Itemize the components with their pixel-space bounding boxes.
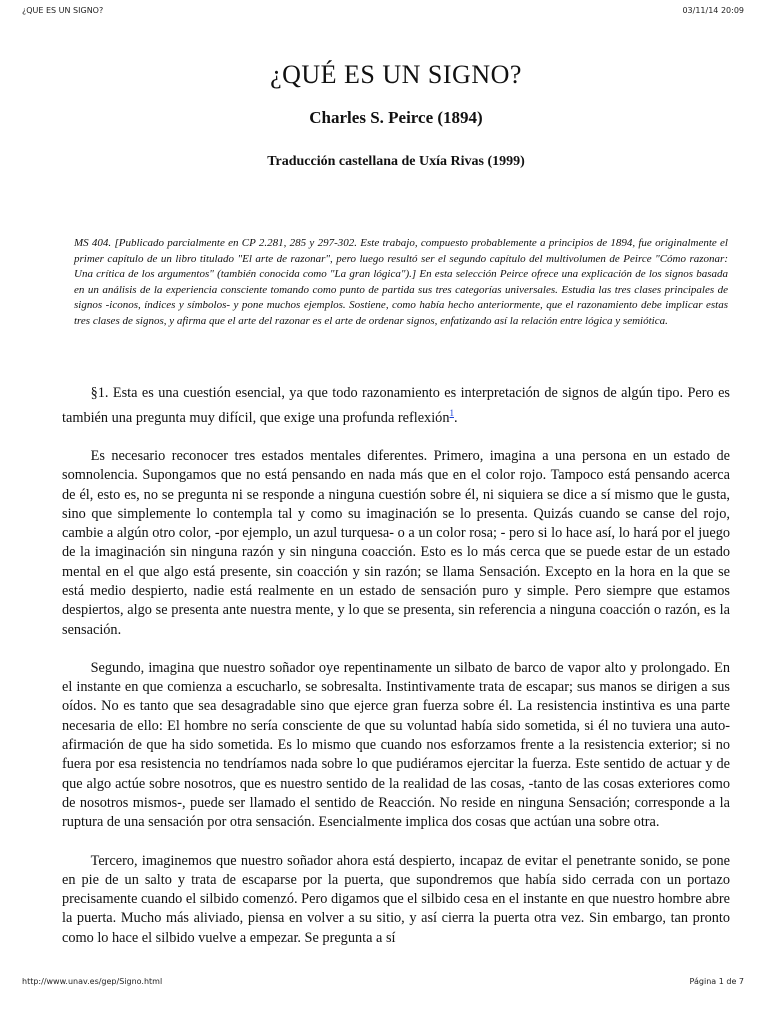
footnote-1-link[interactable]: 1 [449,407,454,418]
paragraph-1-end: . [453,409,458,426]
document-page [62,50,730,967]
paragraph-2: Es necesario reconocer tres estados mentales diferentes. Primero, imagina a una persona en un estado de somnolencia. Supongamos que no está pensando en nada más que en el color rojo. Tampoco está pensando acerca de él, esto es, no se pregunta ni se responde a ninguna cuestión sobre él, ni siquiera se dice a sí mismo que le gusta, sino que simplemente lo contempla tal y como su imaginación se lo presenta. Quizás cuando se canse del rojo, cambie a algún otro color, -por ejemplo, un azul turquesa- o a un color rosa; - pero si lo hace así, lo hará por el juego de la imaginación sin ninguna razón y sin ninguna coacción. Esto es lo más cerca que se puede estar de un estado mental en el que algo está presente, sin coacción y sin razón; se llama Sensación. Excepto en la hora en la que se está medio despierto, nadie está realmente en un estado de sensación puro y simple. Pero siempre que estamos despiertos, algo se presenta ante nuestra mente, y lo que se presenta, sin referencia a ninguna coacción o razón, es la sensación. [62,447,730,638]
print-footer-url: http://www.unav.es/gep/Signo.html [22,977,163,986]
print-header-title: ¿QUE ES UN SIGNO? [22,6,104,15]
paragraph-1-text: §1. Esta es una cuestión esencial, ya que todo razonamiento es interpretación de signos de algún tipo. Pero es también una pregunta muy difícil, que exige una profunda reflexión [62,384,730,426]
document-title: ¿QUÉ ES UN SIGNO? [270,60,522,89]
body-text [62,384,730,948]
print-footer-page-number: Página 1 de 7 [689,977,744,986]
paragraph-1 [62,384,730,428]
document-author: Charles S. Peirce (1894) [309,108,483,127]
print-header-datetime: 03/11/14 20:09 [682,6,744,15]
print-footer [22,977,744,986]
print-header [22,6,744,15]
paragraph-4: Tercero, imaginemos que nuestro soñador ahora está despierto, incapaz de evitar el penetrante sonido, se pone en pie de un salto y trata de escaparse por la puerta, que supondremos que había sido cerrada con un portazo precisamente cuando el silbido comenzó. Pero digamos que el silbido cesa en el instante en que nuestro hombre abre la puerta. Mucho más aliviado, piensa en volver a su sitio, y así cierra la puerta otra vez. Sin embargo, tan pronto como lo hace el silbido vuelve a empezar. Se pregunta a sí [62,852,730,946]
abstract-paragraph: MS 404. [Publicado parcialmente en CP 2.281, 285 y 297-302. Este trabajo, compuesto probablemente a principios de 1894, fue originalmente el primer capítulo de un libro titulado "El arte de razonar", pero luego resultó ser el segundo capítulo del multivolumen de Peirce "Cómo razonar: Una crítica de los argumentos" (también conocida como "La gran lógica").] En esta selección Peirce ofrece una explicación de los signos basada en un análisis de la experiencia consciente tomando como punto de partida sus tres categorías universales. Estudia las tres clases principales de signos -iconos, índices y símbolos- y pone muchos ejemplos. Sostiene, como había hecho anteriormente, que el razonamiento debe implicar estas tres clases de signos, y afirma que el arte del razonar es el arte de ordenar signos, enfatizando así la relación entre lógica y semiótica. [74,237,728,327]
paragraph-3: Segundo, imagina que nuestro soñador oye repentinamente un silbato de barco de vapor alto y prolongado. En el instante en que comienza a escucharlo, se sobresalta. Instintivamente trata de escapar; sus manos se dirigen a sus oídos. No es tanto que sea desagradable sino que ejerce gran fuerza sobre él. La resistencia instintiva es una parte necesaria de ello: El hombre no sería consciente de que su voluntad había sido sometida, si él no tuviera una auto-afirmación de que ha sido sometida. Es lo mismo que cuando nos esforzamos frente a la resistencia exterior; si no fuera por esa resistencia no tendríamos nada sobre lo que pudiéramos ejercitar la fuerza. Este sentido de actuar y de que algo actúe sobre nosotros, que es nuestro sentido de la realidad de las cosas, -tanto de las cosas exteriores como de nosotros mismos-, puede ser llamado el sentido de Reacción. No reside en ninguna Sensación; corresponde a la ruptura de una sensación por otra sensación. Esencialmente implica dos cosas que actúan una sobre otra. [62,659,730,831]
document-translation: Traducción castellana de Uxía Rivas (1999) [267,154,525,169]
